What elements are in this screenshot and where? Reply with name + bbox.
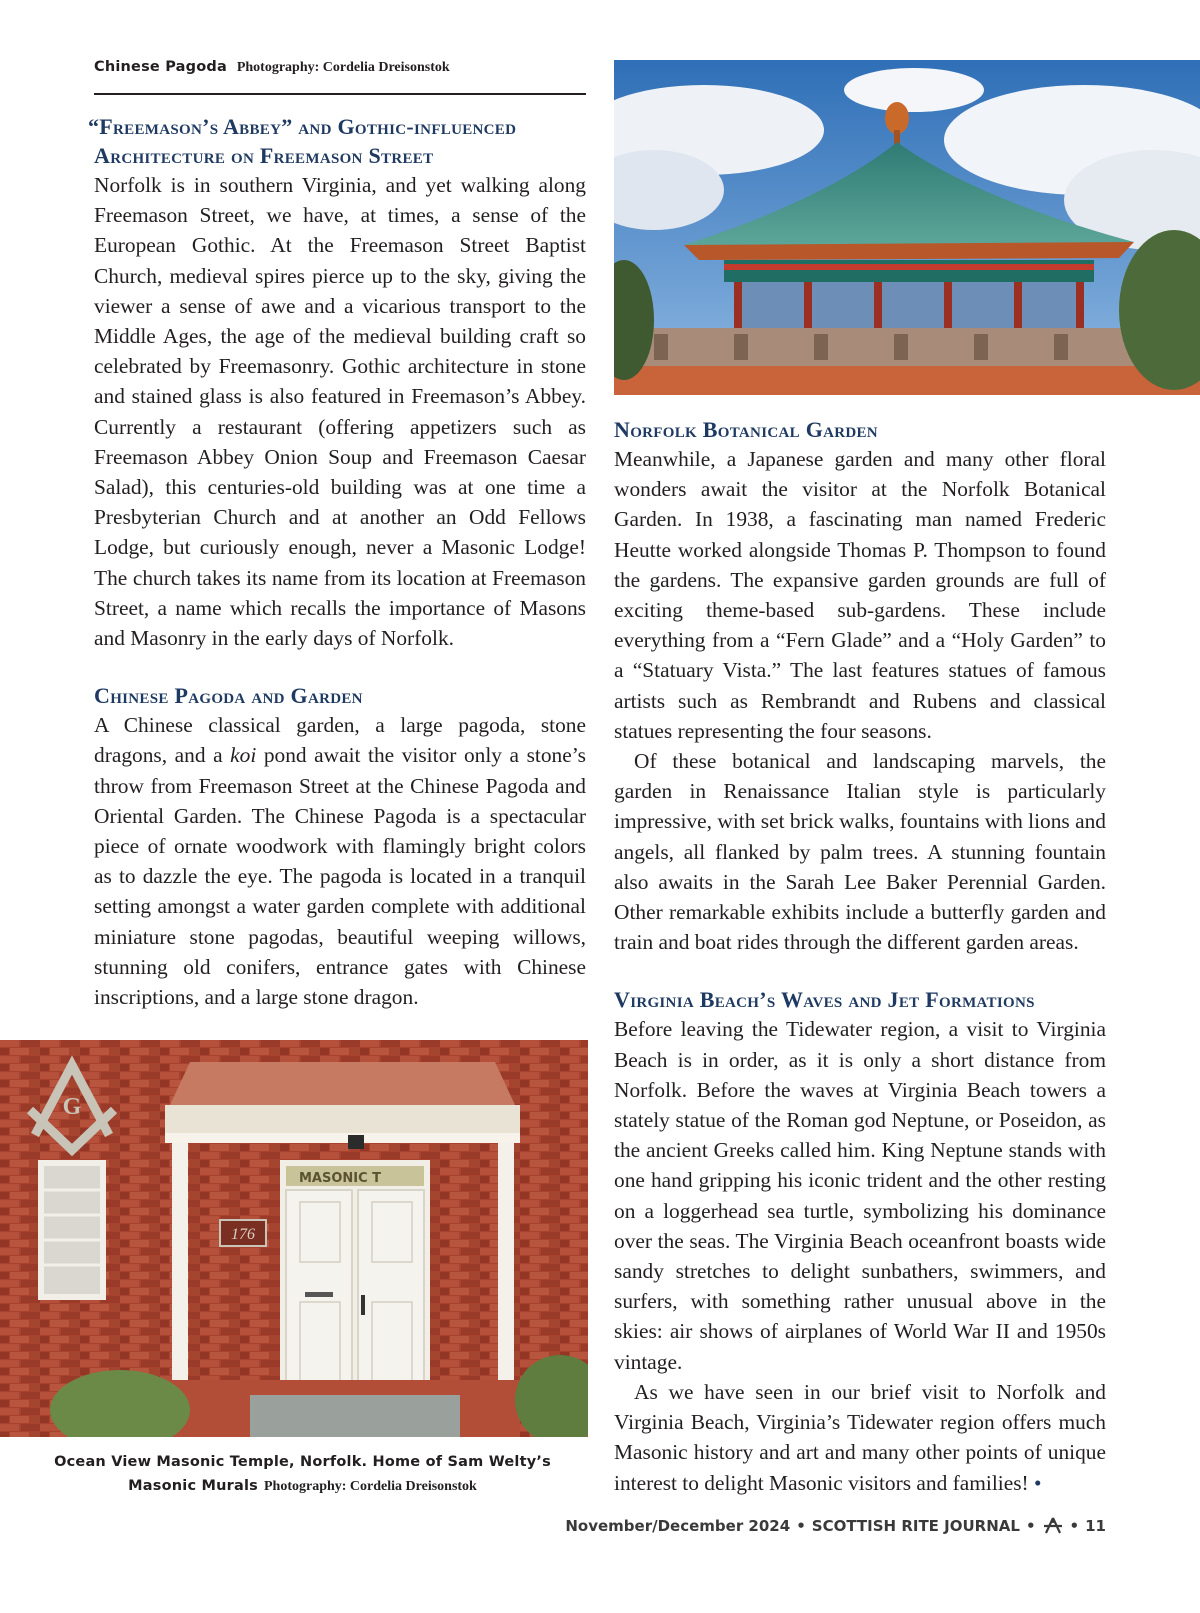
- beach-closing-text: As we have seen in our brief visit to Norfolk and Virginia Beach, Virginia’s Tidewater region offers much Masonic history and art and many other points of unique interest to delight Masonic visitors and families!: [614, 1379, 1106, 1495]
- pagoda-text-start: A Chinese classical garden, a large pagoda, stone dragons, and a: [94, 713, 586, 768]
- heading-beach: Virginia Beach’s Waves and Jet Formations: [614, 987, 1035, 1013]
- caption-subject: Chinese Pagoda: [94, 59, 227, 75]
- left-column: [88, 112, 586, 1012]
- pagoda-text-koi: koi: [230, 743, 257, 768]
- paragraph-pagoda: [94, 710, 586, 1012]
- footer-journal: SCOTTISH RITE JOURNAL: [811, 1517, 1020, 1535]
- address-number: 176: [231, 1226, 255, 1243]
- page-number: 11: [1085, 1517, 1106, 1535]
- footer-separator: •: [1025, 1517, 1036, 1535]
- top-photo-caption: [94, 56, 586, 79]
- caption-rule: [94, 93, 586, 95]
- paragraph-freemason: Norfolk is in southern Virginia, and yet walking along Freemason Street, we have, at times, a sense of the European Gothic. At the Freemason Street Baptist Church, medieval spires pierce up to the sky, giving the viewer a sense of awe and a vicarious transport to the Middle Ages, the age of the medieval building craft so celebrated by Freemasonry. Gothic architecture in stone and stained glass is also featured in Freemason’s Abbey. Currently a restaurant (offering appetizers such as Freemason Abbey Onion Soup and Freemason Caesar Salad), this centuries-old building was at one time a Presbyterian Church and at another an Odd Fellows Lodge, but curiously enough, never a Masonic Lodge! The church takes its name from its location at Freemason Street, a name which recalls the importance of Masons and Masonry in the early days of Norfolk.: [94, 173, 586, 651]
- pagoda-text-end: pond await the visitor only a stone’s throw from Freemason Street at the Chinese Pagoda and Oriental Garden. The Chinese Pagoda is a spectacular piece of ornate woodwork with flamingly bright colors as to dazzle the eye. The pagoda is located in a tranquil setting amongst a water garden complete with additional miniature stone pagodas, beautiful weeping willows, stunning old conifers, entrance gates with Chinese inscriptions, and a large stone dragon.: [94, 743, 586, 1010]
- paragraph-beach-1: Before leaving the Tidewater region, a visit to Virginia Beach is in order, as it is only a short distance from Norfolk. Before the waves at Virginia Beach towers a stately statue of the Roman god Neptune, or Poseidon, as the ancient Greeks called him. King Neptune stands with one hand gripping his iconic trident and the other resting on a loggerhead sea turtle, symbolizing his dominance over the seas. The Virginia Beach oceanfront boasts wide sandy stretches to delight sunbathers, swimmers, and surfers, with something rather unusual above in the skies: air shows of airplanes of World War II and 1950s vintage.: [614, 1017, 1106, 1374]
- heading-pagoda: Chinese Pagoda and Garden: [94, 683, 363, 709]
- page-footer: [565, 1513, 1106, 1539]
- paragraph-botanical-1: Meanwhile, a Japanese garden and many other floral wonders await the visitor at the Norfolk Botanical Garden. In 1938, a fascinating man named Frederic Heutte worked alongside Thomas P. Thompson to found the gardens. The expansive garden grounds are full of exciting theme-based sub-gardens. These include everything from a “Fern Glade” and a “Holy Garden” to a “Statuary Vista.” The last features statues of famous artists such as Rembrandt and Rubens and classical statues representing the four seasons.: [614, 447, 1106, 743]
- heading-freemason-line2: Architecture on Freemason Street: [94, 143, 434, 168]
- footer-separator: •: [796, 1517, 806, 1535]
- footer-separator: •: [1069, 1517, 1080, 1535]
- temple-photo-caption: [30, 1450, 575, 1499]
- paragraph-beach-2: [614, 1377, 1106, 1498]
- pagoda-photo: [614, 60, 1200, 395]
- heading-botanical: Norfolk Botanical Garden: [614, 417, 878, 442]
- caption-temple-credit: Photography: Cordelia Dreisonstok: [263, 1479, 477, 1494]
- paragraph-botanical-2: Of these botanical and landscaping marvels, the garden in Renaissance Italian style is particularly impressive, with set brick walks, fountains with lions and angels, all flanked by palm trees. A stunning fountain also awaits in the Sarah Lee Baker Perennial Garden. Other remarkable exhibits include a butterfly garden and train and boat rides through the different garden areas.: [614, 749, 1106, 955]
- right-column: [614, 415, 1106, 1498]
- svg-text:G: G: [62, 1094, 82, 1120]
- heading-freemason-line1: “Freemason’s Abbey” and Gothic-influenced: [88, 114, 517, 139]
- double-eagle-icon: [1042, 1517, 1064, 1535]
- footer-issue: November/December 2024: [565, 1517, 791, 1535]
- caption-credit: Photography: Cordelia Dreisonstok: [236, 60, 450, 75]
- end-mark: •: [1034, 1470, 1042, 1495]
- caption-temple-line1: Ocean View Masonic Temple, Norfolk. Home of Sam Welty’s: [54, 1454, 551, 1470]
- temple-sign-text: MASONIC T: [298, 1171, 382, 1186]
- caption-temple-subject: Masonic Murals: [128, 1478, 258, 1494]
- masonic-temple-photo: [0, 1040, 588, 1437]
